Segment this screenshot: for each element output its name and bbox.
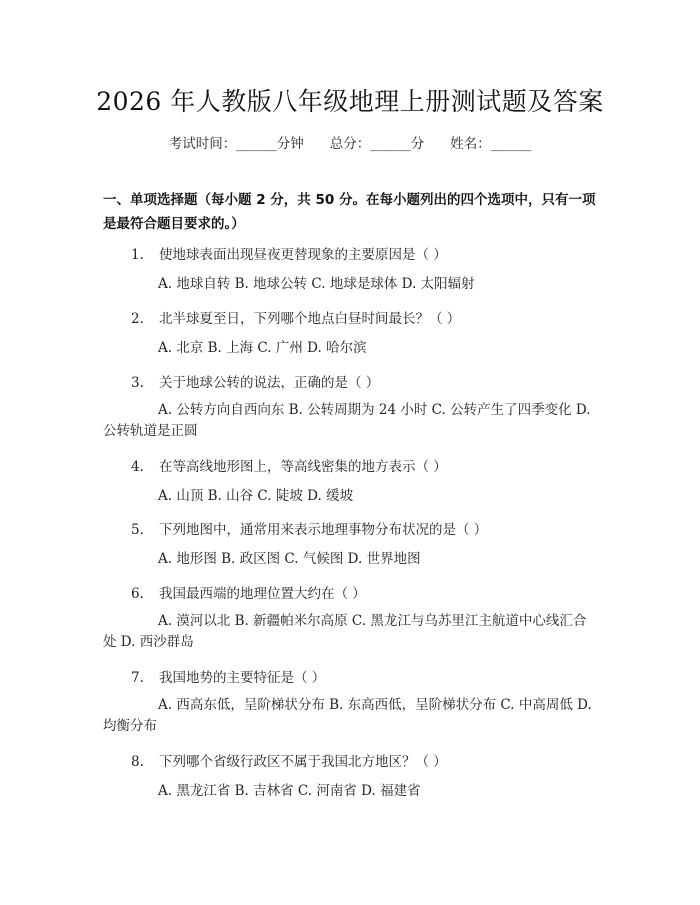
question-text: 我国地势的主要特征是（ ） [159, 670, 326, 686]
question-stem [131, 455, 447, 475]
total-score-field: 总分：______分 [329, 136, 425, 152]
exam-meta [0, 132, 700, 152]
question-text: 下列地图中，通常用来表示地理事物分布状况的是（ ） [159, 522, 488, 538]
question-text: 在等高线地形图上，等高线密集的地方表示（ ） [159, 459, 447, 475]
question-options: A. 漠河以北 B. 新疆帕米尔高原 C. 黑龙江与乌苏里江主航道中心线汇合处 D. 西沙群岛 [103, 613, 587, 650]
question-options: A. 黑龙江省 B. 吉林省 C. 河南省 D. 福建省 [158, 783, 421, 799]
question-text: 使地球表面出现昼夜更替现象的主要原因是（ ） [159, 247, 447, 263]
question-options: A. 地形图 B. 政区图 C. 气候图 D. 世界地图 [158, 551, 421, 567]
question-options: A. 西高东低，呈阶梯状分布 B. 东高西低，呈阶梯状分布 C. 中高周低 D. 均衡分布 [103, 697, 592, 734]
question-options: A. 北京 B. 上海 C. 广州 D. 哈尔滨 [158, 340, 367, 356]
question-number: 3. [131, 375, 144, 391]
question-stem [131, 582, 366, 602]
question-number: 8. [131, 754, 144, 770]
question-text: 北半球夏至日，下列哪个地点白昼时间最长？（ ） [159, 311, 461, 327]
question-stem [131, 371, 379, 391]
question-number: 6. [131, 586, 144, 602]
exam-time-field: 考试时间：______分钟 [168, 136, 304, 152]
exam-title: 2026 年人教版八年级地理上册测试题及答案 [96, 87, 604, 116]
section-heading: 一、单项选择题（每小题 2 分，共 50 分。在每小题列出的四个选项中，只有一项是最符合题目要求的。） [103, 192, 596, 232]
question-options: A. 山顶 B. 山谷 C. 陡坡 D. 缓坡 [158, 488, 354, 504]
question-options: A. 地球自转 B. 地球公转 C. 地球是球体 D. 太阳辐射 [158, 276, 475, 292]
question-stem [131, 243, 447, 263]
question-text: 我国最西端的地理位置大约在（ ） [159, 586, 366, 602]
question-number: 7. [131, 670, 144, 686]
question-number: 1. [131, 247, 144, 263]
question-stem [131, 666, 325, 686]
question-stem [131, 750, 447, 770]
question-number: 5. [131, 522, 144, 538]
question-stem [131, 518, 487, 538]
question-number: 4. [131, 459, 144, 475]
question-stem [131, 307, 460, 327]
question-text: 关于地球公转的说法，正确的是（ ） [159, 375, 380, 391]
student-name-field: 姓名：______ [450, 136, 532, 152]
question-text: 下列哪个省级行政区不属于我国北方地区？（ ） [159, 754, 447, 770]
question-options: A. 公转方向自西向东 B. 公转周期为 24 小时 C. 公转产生了四季变化 D. 公转轨道是正圆 [103, 402, 591, 439]
question-number: 2. [131, 311, 144, 327]
